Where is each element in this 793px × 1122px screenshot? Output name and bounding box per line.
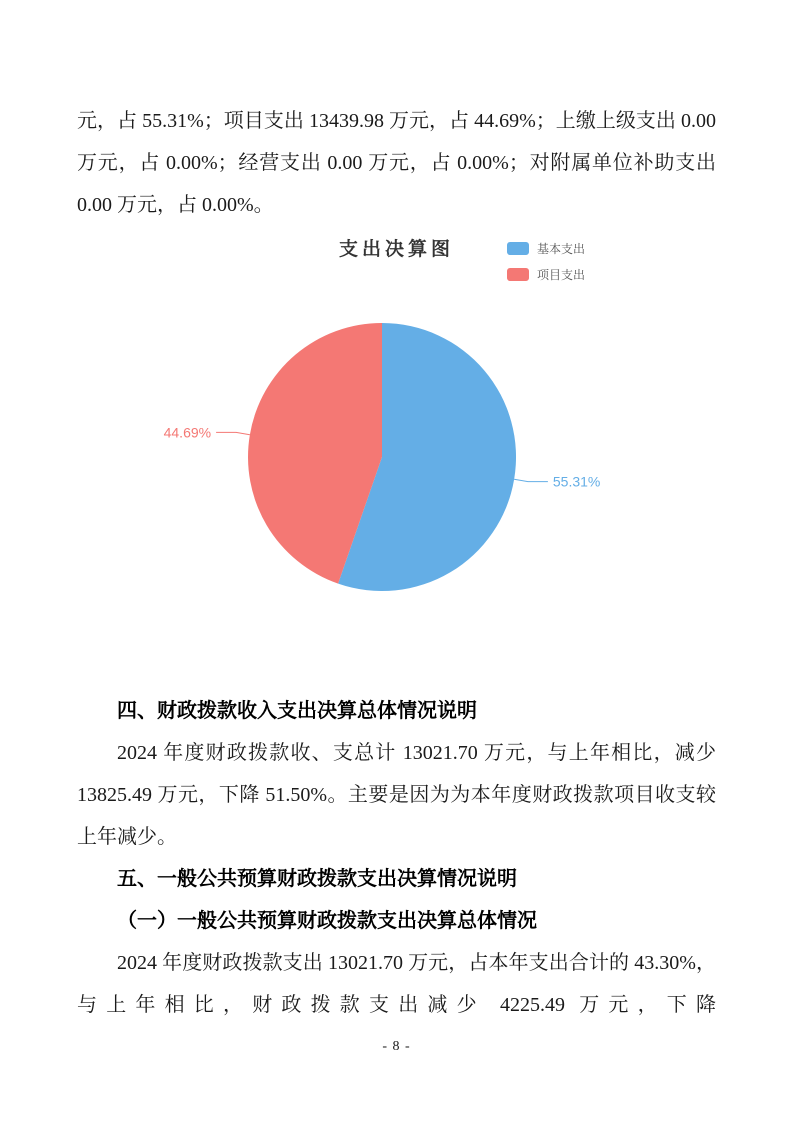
legend-label-basic: 基本支出: [537, 241, 586, 256]
intro-paragraph: 元，占 55.31%；项目支出 13439.98 万元，占 44.69%；上缴上级支出 0.00 万元，占 0.00%；经营支出 0.00 万元，占 0.00%；对附属单位补助支出 0.00 万元，占 0.00%。: [77, 110, 716, 216]
legend-label-project: 项目支出: [537, 267, 586, 282]
pie-label-1: 55.31%: [552, 473, 601, 490]
pie-label-line-1: [514, 479, 548, 481]
pie-label-line-2: [216, 432, 250, 434]
section-4-paragraph: 2024 年度财政拨款收、支总计 13021.70 万元，与上年相比，减少 13825.49 万元，下降 51.50%。主要是因为为本年度财政拨款项目收支较上年减少。: [77, 742, 716, 848]
section-heading-4: 四、财政拨款收入支出决算总体情况说明: [117, 700, 477, 722]
section-5-subheading: （一）一般公共预算财政拨款支出决算总体情况: [117, 910, 537, 932]
pie-label-2: 44.69%: [163, 424, 212, 441]
chart-title: 支出决算图: [338, 239, 454, 260]
section-heading-5: 五、一般公共预算财政拨款支出决算情况说明: [117, 868, 517, 890]
expenditure-pie-chart: [77, 226, 716, 651]
page-content: [77, 0, 716, 1026]
section-5-paragraph: 2024 年度财政拨款支出 13021.70 万元，占本年支出合计的 43.30%，与上年相比，财政拨款支出减少 4225.49 万元，下降: [77, 952, 716, 1016]
page-number: - 8 -: [382, 1039, 411, 1054]
pie-svg: [77, 226, 716, 651]
